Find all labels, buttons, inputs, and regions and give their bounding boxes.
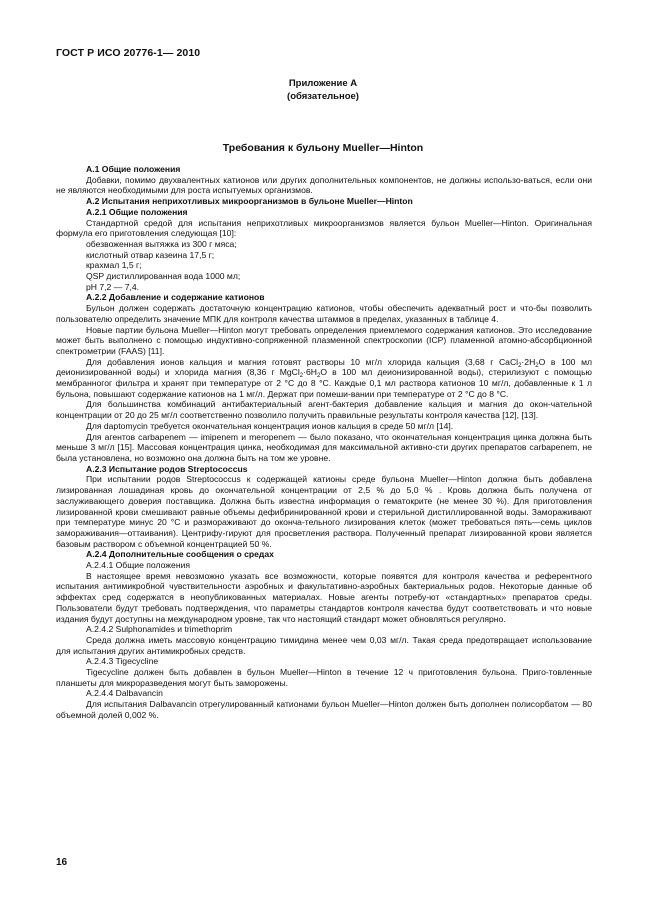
paragraph	[56, 357, 592, 400]
paragraph: При испытании родов Streptococcus к содержащей катионы среде бульона Mueller—Hinton должна быть добавлена лизированная лошадиная кровь до окончательной концентрации от 2,5 % до 5,0 % . Кровь должна быть получена от заслуживающего доверия поставщика. Должна быть известна информация о гематокрите (не менее 30 %). Для приготовления лизированной крови смешивают равные объемы дефибринированной крови и стерильной дистиллированной воды. Замораживают при температуре минус 20 °С и размораживают до оконча-тельного лизирования клеток (может требоваться пять—семь циклов замораживания—оттаивания). Центрифу-гируют для просветления раствора. Полученный препарат лизированной крови является базовым раствором с объемной концентрацией 50 %.	[56, 474, 592, 549]
standard-header: ГОСТ Р ИСО 20776-1— 2010	[56, 47, 201, 59]
section-heading: A.2 Испытания неприхотливых микроорганизмов в бульоне Mueller—Hinton	[86, 196, 413, 207]
text-run: O в 100 мл деионизированной воды) и хлорида магния (8,36 г MgCl	[56, 356, 592, 378]
paragraph: Бульон должен содержать достаточную концентрацию катионов, чтобы обеспечить адекватный рост и что-бы позволить пользователю определить значение МПК для контроля качества штаммов в пределах, указанных в таблице 4.	[56, 303, 592, 324]
annex-title: Приложение A	[288, 78, 358, 89]
paragraph: Для daptomycin требуется окончательная концентрация ионов кальция в среде 50 мг/л [14].	[86, 420, 454, 431]
section-heading: A.2.3 Испытание родов Streptococcus	[86, 463, 248, 474]
section-heading: A.2.4 Дополнительные сообщения о средах	[86, 549, 274, 560]
paragraph: Для агентов carbapenem — imipenem и meropenem — было показано, что окончательная концентрация цинка должна быть меньше 3 мг/л [15]. Массовая концентрация цинка, необходимая для максимальной активно-сти других препаратов carbapenem, не была установлена, но возможно она должна быть на том же уровне.	[56, 431, 592, 463]
paragraph: Среда должна иметь массовую концентрацию тимидина менее чем 0,03 мг/л. Такая среда предотвращает использование для испытания других антимикробных средств.	[56, 634, 592, 656]
document-body	[56, 164, 592, 721]
formula-item: обезвоженная вытяжка из 300 г мяса;	[86, 238, 237, 249]
page-number: 16	[56, 857, 68, 868]
subsection-heading: A.2.4.2 Sulphonamides и trimethoprim	[86, 624, 233, 635]
subscript: 2	[535, 362, 539, 369]
paragraph: Добавки, помимо двухвалентных катионов или других дополнительных компонентов, не должны использо-ваться, если они не являются необходимыми для роста испытуемых организмов.	[56, 174, 592, 196]
paragraph: Tigecycline должен быть добавлен в бульон Mueller—Hinton в течение 12 ч приготовления бульона. Приго-товленные планшеты для микроразведения могут быть заморожены.	[56, 667, 592, 688]
section-heading: A.2.1 Общие положения	[86, 206, 188, 217]
section-heading: A.1 Общие положения	[86, 164, 181, 174]
subscript: 2	[316, 373, 321, 380]
page-title: Требования к бульону Mueller—Hinton	[222, 142, 424, 154]
section-heading: A.2.2 Добавление и содержание катионов	[86, 292, 265, 303]
paragraph: Новые партии бульона Mueller—Hinton могут требовать определения приемлемого содержания катионов. Это исследование может быть выполнено с помощью индуктивно-сопряженной плазменной спектроскопии (ICP) пламенной атомно-абсорбционной спектрометрии (FAAS) [11].	[56, 324, 592, 356]
subsection-heading: A.2.4.4 Dalbavancin	[86, 688, 163, 699]
text-run: Для добавления ионов кальция и магния готовят растворы 10 мг/л хлорида кальция (3,68 г CaCl	[86, 356, 519, 367]
formula-item: кислотный отвар казеина 17,5 г;	[86, 249, 215, 260]
subsection-heading: A.2.4.3 Tigecycline	[86, 656, 159, 667]
subscript: 2	[518, 362, 522, 369]
text-run: ·6H	[303, 367, 317, 378]
text-run: O в 100 мл деионизированной воды), стерилизуют с помощью мембранногог фильтра и хранят при температуре от 2 °С до 8 °С. Каждые 0,1 мл раствора катионов 10 мг/л, добавленные к 1 л бульона, повышают содержание катионов на 1 мг/л. Держат при помеши-вании при температуре от 2 °С до 8 °С.	[56, 367, 592, 399]
formula-item: крахмал 1,5 г;	[86, 260, 142, 271]
paragraph: Для испытания Dalbavancin отрегулированный катионами бульон Mueller—Hinton должен быть дополнен полисорбатом — 80 объемной долей 0,002 %.	[56, 699, 592, 720]
paragraph: Для большинства комбинаций антибактериальный агент-бактерия добавление кальция и магния до окон-чательной концентрации от 20 до 25 мг/л соответственно позволило получить правильные результаты контроля качества [12], [13].	[56, 399, 592, 421]
annex-status: (обязательное)	[287, 91, 359, 102]
paragraph: Стандартной средой для испытания неприхотливых микроорганизмов является бульон Mueller—Hinton. Оригинальная формула его приготовления следующая [10]:	[56, 217, 592, 239]
text-run: ·2H	[521, 356, 536, 367]
formula-item: pH 7,2 — 7,4.	[86, 281, 140, 292]
paragraph: В настоящее время невозможно указать все возможности, которые появятся для контроля качества и референтного испытания антимикробной чувствительности аэробных и факультативно-аэробных бактериальных родов. Некоторые данные об эффектах сред содержатся в неопубликованных материалах. Новые агенты потребу-ют «стандартных» препаратов среды. Пользователи будут требовать подтверждения, что параметры стандартов контроля качества будут соответствовать и что новые издания будут доступны на международном уровне, так что настоящий стандарт может обновляться регулярно.	[56, 570, 592, 624]
subsection-heading: A.2.4.1 Общие положения	[86, 560, 191, 571]
subscript: 2	[299, 373, 304, 380]
formula-item: QSP дистиллированная вода 1000 мл;	[86, 271, 241, 282]
